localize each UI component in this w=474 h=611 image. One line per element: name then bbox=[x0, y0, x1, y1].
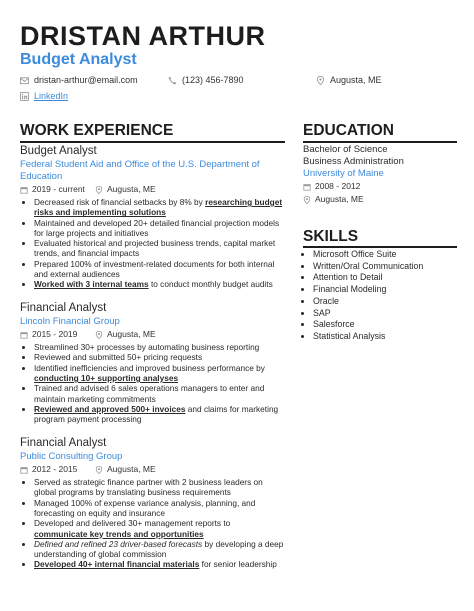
candidate-name: DRISTAN ARTHUR bbox=[20, 21, 266, 51]
bullet-text: Defined and refined 23 driver-based forecasts bbox=[34, 538, 203, 549]
education-location bbox=[303, 194, 459, 205]
calendar-icon bbox=[303, 183, 311, 191]
location-contact bbox=[316, 75, 382, 86]
job-bullet bbox=[34, 238, 286, 259]
work-experience-divider bbox=[20, 141, 285, 143]
location-pin-icon bbox=[316, 76, 325, 85]
skills-list bbox=[303, 249, 463, 343]
location-pin-icon bbox=[303, 196, 311, 204]
job-bullet bbox=[34, 477, 286, 498]
job-bullet bbox=[34, 197, 286, 218]
job-meta bbox=[20, 184, 286, 195]
education-dates bbox=[303, 181, 459, 192]
bullet-text: Served as strategic finance partner with 2 business leaders on global programs by translating business requirements bbox=[34, 477, 263, 498]
job-bullet bbox=[34, 383, 286, 404]
skill-item: • Statistical Analysis bbox=[313, 331, 463, 343]
job-bullets bbox=[20, 342, 286, 424]
bullet-text: Trained and advised 6 sales operations managers to enter and maintain marketing commitments bbox=[34, 383, 265, 404]
bullet-text: Reviewed and submitted 50+ pricing requests bbox=[34, 352, 203, 363]
company-name: Lincoln Financial Group bbox=[20, 315, 120, 327]
skill-item: • Attention to Detail bbox=[313, 272, 463, 284]
calendar-icon bbox=[20, 466, 28, 474]
location-pin-icon bbox=[95, 186, 103, 194]
education-location-text: Augusta, ME bbox=[315, 194, 364, 204]
job-bullets bbox=[20, 477, 286, 570]
job-entry bbox=[20, 144, 286, 290]
phone-icon bbox=[168, 76, 177, 85]
education-block bbox=[303, 144, 459, 205]
job-meta bbox=[20, 464, 286, 475]
bullet-text: Decreased risk of financial setbacks by 8% by bbox=[34, 197, 206, 207]
calendar-icon bbox=[20, 331, 28, 339]
phone-text[interactable]: (123) 456-7890 bbox=[182, 75, 244, 85]
location-pin-icon bbox=[95, 331, 103, 339]
job-location: Augusta, ME bbox=[107, 464, 156, 475]
bullet-text: communicate key trends and opportunities bbox=[34, 528, 204, 539]
phone-contact bbox=[168, 75, 244, 86]
job-title: Budget Analyst bbox=[20, 145, 97, 157]
job-title: Financial Analyst bbox=[20, 301, 107, 314]
skill-item: • Salesforce bbox=[313, 319, 463, 331]
company-name: Public Consulting Group bbox=[20, 450, 123, 462]
job-meta bbox=[20, 329, 286, 340]
location-text: Augusta, ME bbox=[330, 75, 382, 85]
school-name: University of Maine bbox=[303, 168, 384, 179]
bullet-text: Developed 40+ internal financial materials bbox=[34, 559, 200, 570]
calendar-icon bbox=[20, 186, 28, 194]
bullet-text: for senior leadership bbox=[199, 559, 277, 570]
bullet-text: Developed and delivered 30+ management reports to bbox=[34, 518, 231, 529]
linkedin-link[interactable]: LinkedIn bbox=[34, 91, 69, 101]
bullet-text: to conduct monthly budget audits bbox=[148, 279, 273, 290]
bullet-text: Maintained and developed 20+ detailed financial projection models for large projects and initiatives bbox=[34, 217, 280, 238]
bullet-text: and claims for marketing program payment processing bbox=[34, 403, 279, 425]
bullet-text: Evaluated historical and projected business trends, capital market trends, and financial impacts bbox=[34, 238, 276, 259]
skills-heading: SKILLS bbox=[303, 228, 359, 245]
job-bullet bbox=[34, 498, 286, 519]
linkedin-icon bbox=[20, 92, 29, 101]
job-bullet bbox=[34, 539, 286, 560]
job-entry bbox=[20, 301, 286, 425]
job-bullet bbox=[34, 259, 286, 280]
degree-line-1: Bachelor of Science bbox=[303, 144, 388, 155]
bullet-text: Identified inefficiencies and improved business performance by bbox=[34, 362, 265, 373]
job-bullet bbox=[34, 363, 286, 384]
job-dates: 2012 - 2015 bbox=[32, 464, 78, 475]
company-name: Federal Student Aid and Office of the U.S. Department of Education bbox=[20, 159, 260, 182]
job-dates: 2019 - current bbox=[32, 184, 85, 194]
job-title: Financial Analyst bbox=[20, 436, 107, 449]
bullet-text: Prepared 100% of investment-related documents for both internal and external audiences bbox=[34, 258, 275, 280]
skills-divider bbox=[303, 246, 457, 248]
job-bullet bbox=[34, 279, 286, 289]
job-location: Augusta, ME bbox=[107, 184, 156, 194]
job-bullet bbox=[34, 404, 286, 425]
job-bullet bbox=[34, 218, 286, 239]
education-dates-text: 2008 - 2012 bbox=[315, 181, 361, 191]
bullet-text: by developing a deep understanding of global commission bbox=[34, 538, 284, 560]
bullet-text: researching budget risks and implementing solutions bbox=[34, 197, 283, 218]
email-text[interactable]: dristan-arthur@email.com bbox=[34, 75, 138, 85]
bullet-text: Reviewed and approved 500+ invoices bbox=[34, 403, 186, 414]
job-bullets bbox=[20, 197, 286, 290]
work-experience-heading: WORK EXPERIENCE bbox=[20, 122, 174, 139]
bullet-text: Streamlined 30+ processes by automating business reporting bbox=[34, 342, 260, 353]
email-icon bbox=[20, 76, 29, 85]
skill-item: • Oracle bbox=[313, 296, 463, 308]
education-heading: EDUCATION bbox=[303, 122, 394, 139]
education-divider bbox=[303, 141, 457, 143]
skill-item: • Financial Modeling bbox=[313, 284, 463, 296]
job-bullet bbox=[34, 342, 286, 352]
skill-item: • Written/Oral Communication bbox=[313, 261, 463, 273]
location-pin-icon bbox=[95, 466, 103, 474]
email-contact bbox=[20, 75, 138, 86]
bullet-text: conducting 10+ supporting analyses bbox=[34, 373, 179, 384]
skill-item: • Microsoft Office Suite bbox=[313, 249, 463, 261]
skill-item: • SAP bbox=[313, 308, 463, 320]
candidate-title: Budget Analyst bbox=[20, 51, 137, 68]
work-experience-list bbox=[20, 144, 286, 581]
job-location: Augusta, ME bbox=[107, 329, 156, 340]
linkedin-contact bbox=[20, 91, 68, 102]
job-dates: 2015 - 2019 bbox=[32, 329, 78, 340]
job-bullet bbox=[34, 352, 286, 362]
job-bullet bbox=[34, 559, 286, 569]
bullet-text: Worked with 3 internal teams bbox=[34, 279, 149, 290]
job-entry bbox=[20, 436, 286, 570]
degree-line-2: Business Administration bbox=[303, 156, 404, 167]
job-bullet bbox=[34, 518, 286, 539]
bullet-text: Managed 100% of expense variance analysis, planning, and forecasting on equity and insurance bbox=[34, 497, 256, 518]
